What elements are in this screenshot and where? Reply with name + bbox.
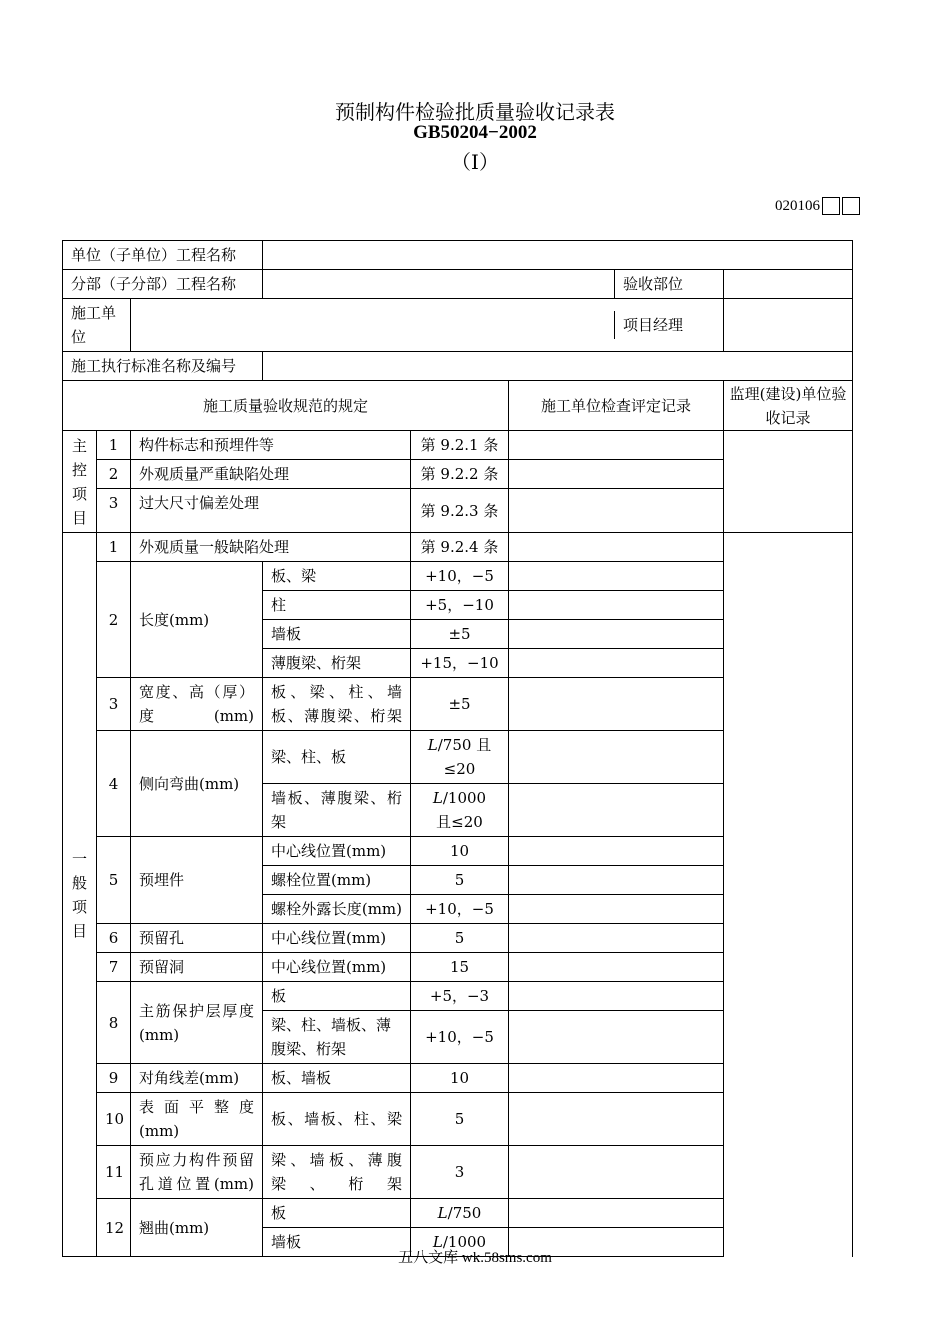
item-sub: 板、墙板 (263, 1064, 411, 1093)
item-name: 外观质量一般缺陷处理 (131, 533, 411, 562)
check-record[interactable] (509, 866, 724, 895)
item-sub: 螺栓位置(mm) (263, 866, 411, 895)
table-row (63, 431, 853, 460)
item-sub: 梁、柱、板 (263, 731, 411, 784)
field-constructor[interactable] (131, 299, 724, 352)
row-sub-name (63, 270, 853, 299)
item-no: 8 (97, 982, 131, 1064)
item-val: L/1000 (411, 1228, 509, 1257)
group-general (63, 533, 97, 1257)
supervisor-record-general[interactable] (724, 533, 853, 1257)
item-no: 2 (97, 460, 131, 489)
row-unit-name (63, 241, 853, 270)
item-sub: 薄腹梁、桁架 (263, 649, 411, 678)
item-val: 15 (411, 953, 509, 982)
group-main-label: 主 控 项 目 (71, 436, 87, 527)
item-no: 10 (97, 1093, 131, 1146)
check-record[interactable] (509, 533, 724, 562)
item-val: +15，−10 (411, 649, 509, 678)
item-name: 过大尺寸偏差处理 (131, 489, 411, 533)
check-record[interactable] (509, 953, 724, 982)
item-no: 9 (97, 1064, 131, 1093)
header-check: 施工单位检查评定记录 (509, 381, 724, 431)
item-sub: 梁、墙板、薄腹梁、桁架 (263, 1146, 411, 1199)
item-name: 表面平整度(mm) (131, 1093, 263, 1146)
item-val: +10，−5 (411, 895, 509, 924)
item-sub: 中心线位置(mm) (263, 924, 411, 953)
check-record[interactable] (509, 591, 724, 620)
item-name: 预应力构件预留孔道位置(mm) (131, 1146, 263, 1199)
item-val: L/750 (411, 1199, 509, 1228)
field-std-name[interactable] (263, 352, 853, 381)
group-main (63, 431, 97, 533)
check-record[interactable] (509, 837, 724, 866)
item-sub: 柱 (263, 591, 411, 620)
item-sub: 板 (263, 982, 411, 1011)
item-sub: 板、梁、柱、墙板、薄腹梁、桁架 (263, 678, 411, 731)
label-accept-part: 验收部位 (614, 270, 723, 298)
label-unit-name: 单位（子单位）工程名称 (63, 241, 263, 270)
row-constructor (63, 299, 853, 352)
check-record[interactable] (509, 924, 724, 953)
item-no: 1 (97, 431, 131, 460)
item-val: 5 (411, 1093, 509, 1146)
label-pm: 项目经理 (614, 311, 723, 339)
item-val: ±5 (411, 620, 509, 649)
check-record[interactable] (509, 431, 724, 460)
supervisor-record-main[interactable] (724, 431, 853, 533)
check-record[interactable] (509, 460, 724, 489)
item-no: 3 (97, 489, 131, 533)
item-name: 宽度、高（厚）度(mm) (131, 678, 263, 731)
header-spec: 施工质量验收规范的规定 (63, 381, 509, 431)
item-val: +5，−10 (411, 591, 509, 620)
item-val: L/1000 且≤20 (411, 784, 509, 837)
item-val: +10，−5 (411, 562, 509, 591)
item-sub: 中心线位置(mm) (263, 953, 411, 982)
inspection-table (62, 240, 853, 1257)
check-record[interactable] (509, 649, 724, 678)
group-general-label: 一 般 项 目 (71, 849, 87, 940)
check-record[interactable] (509, 784, 724, 837)
row-std-name (63, 352, 853, 381)
item-val: +5，−3 (411, 982, 509, 1011)
form-code (775, 197, 860, 215)
form-code-number: 020106 (775, 197, 820, 214)
code-box-1[interactable] (822, 197, 840, 215)
item-no: 7 (97, 953, 131, 982)
item-sub: 墙板 (263, 620, 411, 649)
item-ref: 第 9.2.4 条 (411, 533, 509, 562)
item-sub: 板、墙板、柱、梁 (263, 1093, 411, 1146)
check-record[interactable] (509, 1146, 724, 1199)
field-pm[interactable] (724, 299, 853, 352)
item-val: 10 (411, 1064, 509, 1093)
check-record[interactable] (509, 620, 724, 649)
item-val: +10，−5 (411, 1011, 509, 1064)
item-no: 12 (97, 1199, 131, 1257)
item-val: ±5 (411, 678, 509, 731)
item-name: 主筋保护层厚度(mm) (131, 982, 263, 1064)
check-record[interactable] (509, 489, 724, 533)
item-no: 2 (97, 562, 131, 678)
item-no: 11 (97, 1146, 131, 1199)
item-sub: 墙板 (263, 1228, 411, 1257)
item-name: 预留洞 (131, 953, 263, 982)
item-val: 5 (411, 866, 509, 895)
table-row (63, 533, 853, 562)
item-sub: 螺栓外露长度(mm) (263, 895, 411, 924)
code-box-2[interactable] (842, 197, 860, 215)
check-record[interactable] (509, 895, 724, 924)
standard-code: GB50204−2002 (413, 122, 537, 143)
item-sub: 梁、柱、墙板、薄腹梁、桁架 (263, 1011, 411, 1064)
item-no: 1 (97, 533, 131, 562)
check-record[interactable] (509, 678, 724, 731)
check-record[interactable] (509, 1064, 724, 1093)
document-title: 预制构件检验批质量验收记录表 (335, 100, 615, 124)
field-accept-part[interactable] (724, 270, 853, 299)
check-record[interactable] (509, 1093, 724, 1146)
label-sub-name: 分部（子分部）工程名称 (63, 270, 263, 299)
check-record[interactable] (509, 982, 724, 1011)
item-ref: 第 9.2.2 条 (411, 460, 509, 489)
item-sub: 板、梁 (263, 562, 411, 591)
item-name: 长度(mm) (131, 562, 263, 678)
item-val: 10 (411, 837, 509, 866)
item-ref: 第 9.2.3 条 (411, 489, 509, 533)
label-std-name: 施工执行标准名称及编号 (63, 352, 263, 381)
check-record[interactable] (509, 562, 724, 591)
item-no: 3 (97, 678, 131, 731)
item-name: 翘曲(mm) (131, 1199, 263, 1257)
item-val: L/750 且≤20 (411, 731, 509, 784)
item-sub: 板 (263, 1199, 411, 1228)
item-val: 3 (411, 1146, 509, 1199)
item-name: 对角线差(mm) (131, 1064, 263, 1093)
check-record[interactable] (509, 1199, 724, 1228)
item-sub: 中心线位置(mm) (263, 837, 411, 866)
item-sub: 墙板、薄腹梁、桁架 (263, 784, 411, 837)
field-unit-name[interactable] (263, 241, 853, 270)
item-no: 4 (97, 731, 131, 837)
item-name: 构件标志和预埋件等 (131, 431, 411, 460)
field-sub-name[interactable] (263, 270, 724, 299)
item-no: 6 (97, 924, 131, 953)
part-number: （Ⅰ） (451, 150, 499, 174)
label-constructor: 施工单位 (63, 299, 131, 352)
item-name: 预留孔 (131, 924, 263, 953)
check-record[interactable] (509, 731, 724, 784)
item-ref: 第 9.2.1 条 (411, 431, 509, 460)
item-no: 5 (97, 837, 131, 924)
item-name: 侧向弯曲(mm) (131, 731, 263, 837)
footer-watermark: 五八文库 wk.58sms.com (398, 1250, 552, 1266)
row-column-headers (63, 381, 853, 431)
header-supervisor: 监理(建设)单位验收记录 (724, 381, 853, 431)
check-record[interactable] (509, 1011, 724, 1064)
item-val: 5 (411, 924, 509, 953)
item-name: 外观质量严重缺陷处理 (131, 460, 411, 489)
item-name: 预埋件 (131, 837, 263, 924)
